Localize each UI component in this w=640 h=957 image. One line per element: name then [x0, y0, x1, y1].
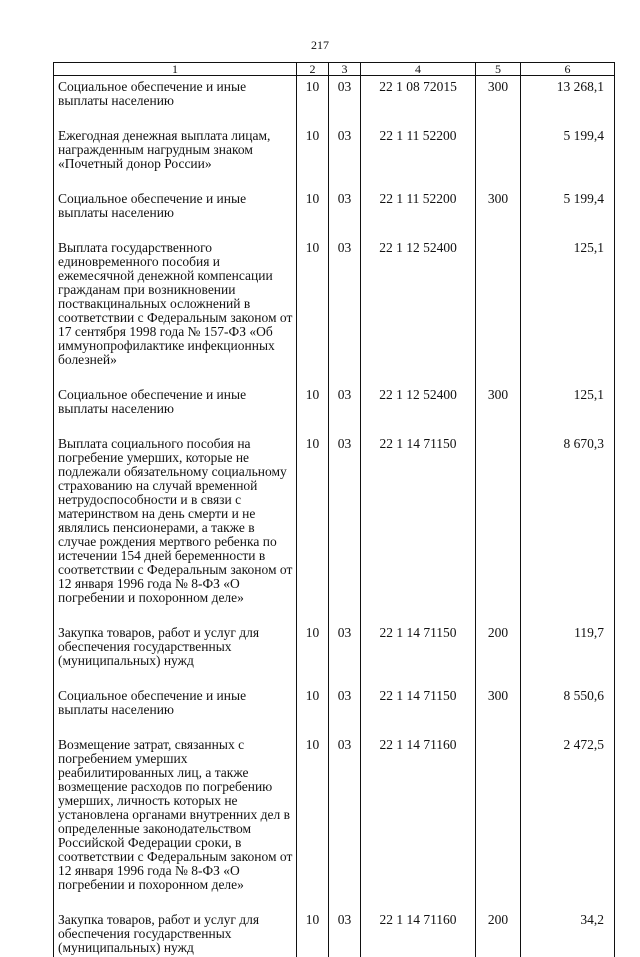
row-amount: 125,1	[521, 237, 615, 384]
row-target-code: 22 1 08 72015	[361, 76, 476, 126]
row-section: 10	[297, 384, 329, 433]
row-subsection: 03	[329, 125, 361, 188]
row-target-code: 22 1 14 71160	[361, 734, 476, 909]
table-header-row	[54, 63, 615, 76]
row-name: Возмещение затрат, связанных с погребением умерших реабилитированных лиц, а также возмещение расходов по погребению умерших, личность которых не установлена органами внутренних дел в определенные законодательством Российской Федерации сроки, в соответствии с Федеральным законом от 12 января 1996 года № 8-ФЗ «О погребении и похоронном деле»	[54, 734, 297, 909]
row-section: 10	[297, 433, 329, 622]
row-subsection: 03	[329, 188, 361, 237]
row-amount: 34,2	[521, 909, 615, 957]
page-number: 217	[311, 38, 329, 52]
table-row	[54, 188, 615, 237]
table-row	[54, 433, 615, 622]
row-name: Социальное обеспечение и иные выплаты населению	[54, 384, 297, 433]
row-target-code: 22 1 11 52200	[361, 125, 476, 188]
row-subsection: 03	[329, 685, 361, 734]
column-header-3: 3	[329, 63, 361, 76]
row-expense-type: 200	[476, 622, 521, 685]
column-header-1: 1	[54, 63, 297, 76]
table-row	[54, 622, 615, 685]
row-subsection: 03	[329, 909, 361, 957]
row-amount: 13 268,1	[521, 76, 615, 126]
row-name: Ежегодная денежная выплата лицам, награжденным нагрудным знаком «Почетный донор России»	[54, 125, 297, 188]
row-subsection: 03	[329, 237, 361, 384]
budget-table	[53, 62, 615, 957]
row-amount: 2 472,5	[521, 734, 615, 909]
row-subsection: 03	[329, 433, 361, 622]
table-row	[54, 76, 615, 126]
table-row	[54, 384, 615, 433]
row-expense-type: 300	[476, 685, 521, 734]
table-row	[54, 734, 615, 909]
row-amount: 119,7	[521, 622, 615, 685]
row-name: Выплата государственного единовременного пособия и ежемесячной денежной компенсации гражданам при возникновении поствакцинальных осложнений в соответствии с Федеральным законом от 17 сентября 1998 года № 157-ФЗ «Об иммунопрофилактике инфекционных болезней»	[54, 237, 297, 384]
row-name: Социальное обеспечение и иные выплаты населению	[54, 188, 297, 237]
row-expense-type: 300	[476, 384, 521, 433]
column-header-4: 4	[361, 63, 476, 76]
row-amount: 8 550,6	[521, 685, 615, 734]
row-amount: 5 199,4	[521, 188, 615, 237]
row-expense-type	[476, 237, 521, 384]
table-row	[54, 125, 615, 188]
row-subsection: 03	[329, 734, 361, 909]
row-name: Закупка товаров, работ и услуг для обеспечения государственных (муниципальных) нужд	[54, 622, 297, 685]
row-section: 10	[297, 125, 329, 188]
row-section: 10	[297, 622, 329, 685]
row-subsection: 03	[329, 384, 361, 433]
row-expense-type: 300	[476, 188, 521, 237]
row-subsection: 03	[329, 76, 361, 126]
row-section: 10	[297, 76, 329, 126]
row-name: Закупка товаров, работ и услуг для обеспечения государственных (муниципальных) нужд	[54, 909, 297, 957]
row-amount: 5 199,4	[521, 125, 615, 188]
row-amount: 125,1	[521, 384, 615, 433]
row-target-code: 22 1 12 52400	[361, 384, 476, 433]
row-expense-type	[476, 125, 521, 188]
column-header-6: 6	[521, 63, 615, 76]
column-header-5: 5	[476, 63, 521, 76]
row-target-code: 22 1 12 52400	[361, 237, 476, 384]
row-section: 10	[297, 188, 329, 237]
row-target-code: 22 1 14 71150	[361, 433, 476, 622]
row-amount: 8 670,3	[521, 433, 615, 622]
row-name: Социальное обеспечение и иные выплаты населению	[54, 685, 297, 734]
row-section: 10	[297, 734, 329, 909]
row-target-code: 22 1 14 71150	[361, 622, 476, 685]
row-section: 10	[297, 685, 329, 734]
table-row	[54, 909, 615, 957]
row-section: 10	[297, 909, 329, 957]
row-name: Социальное обеспечение и иные выплаты населению	[54, 76, 297, 126]
row-expense-type: 300	[476, 76, 521, 126]
row-name: Выплата социального пособия на погребение умерших, которые не подлежали обязательному социальному страхованию на случай временной нетрудоспособности и в связи с материнством на день смерти и не являлись пенсионерами, а также в случае рождения мертвого ребенка по истечении 154 дней беременности в соответствии с Федеральным законом от 12 января 1996 года № 8-ФЗ «О погребении и похоронном деле»	[54, 433, 297, 622]
row-expense-type	[476, 734, 521, 909]
column-header-2: 2	[297, 63, 329, 76]
row-expense-type: 200	[476, 909, 521, 957]
table-row	[54, 237, 615, 384]
row-target-code: 22 1 11 52200	[361, 188, 476, 237]
row-target-code: 22 1 14 71150	[361, 685, 476, 734]
row-section: 10	[297, 237, 329, 384]
row-target-code: 22 1 14 71160	[361, 909, 476, 957]
row-subsection: 03	[329, 622, 361, 685]
table-row	[54, 685, 615, 734]
row-expense-type	[476, 433, 521, 622]
